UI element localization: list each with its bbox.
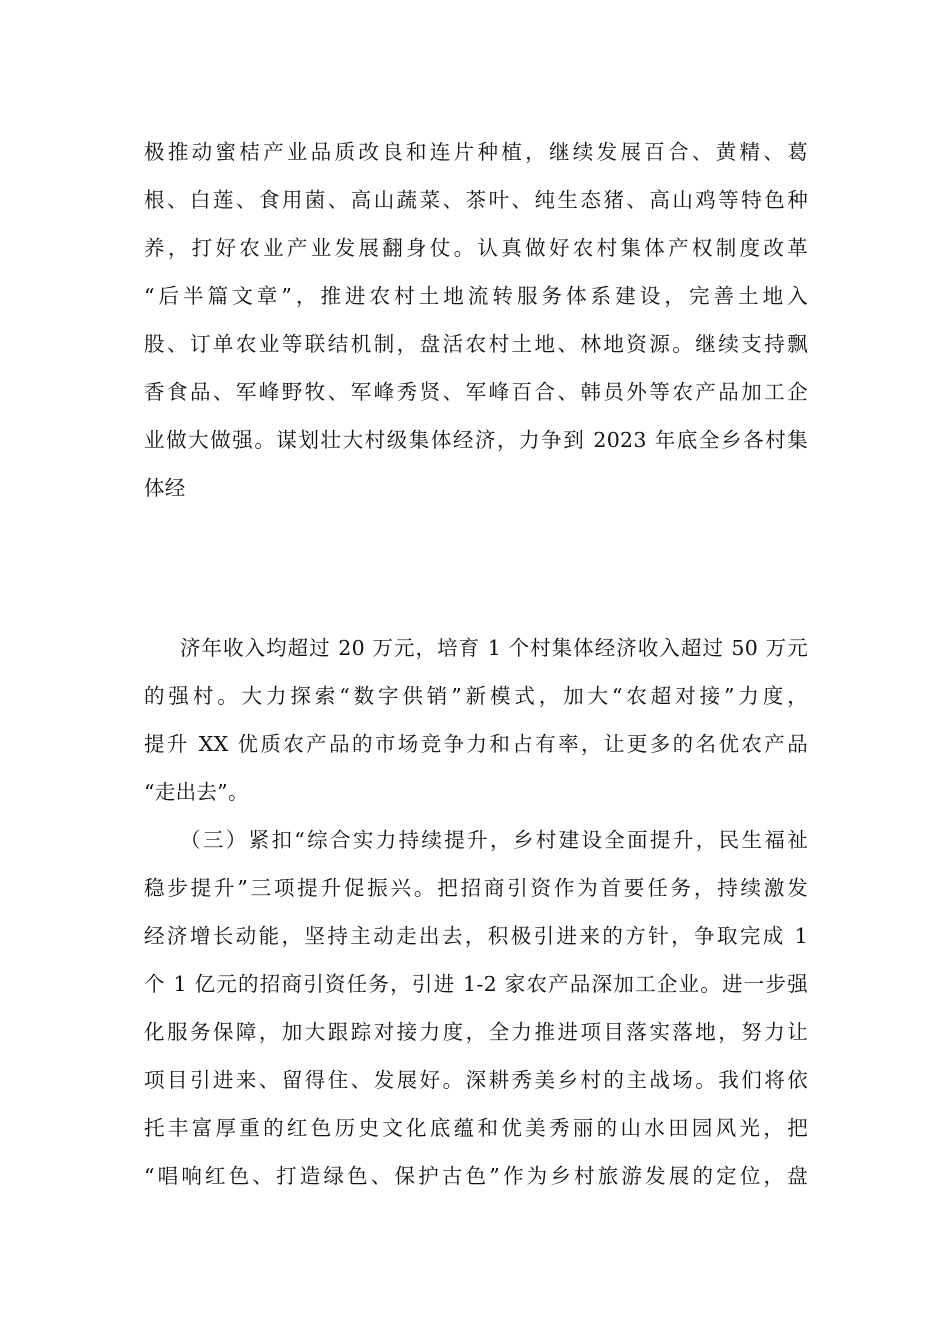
paragraph-rural-economy bbox=[144, 624, 808, 816]
paragraph-section-three bbox=[144, 816, 808, 1200]
text-line: 经济增长动能，坚持主动走出去，积极引进来的方针，争取完成 1 bbox=[144, 924, 808, 948]
text-line: 根、白莲、食用菌、高山蔬菜、茶叶、纯生态猪、高山鸡等特色种 bbox=[144, 188, 808, 212]
text-line: 个 1 亿元的招商引资任务，引进 1-2 家农产品深加工企业。进一步强 bbox=[144, 972, 808, 996]
text-line: 香食品、军峰野牧、军峰秀贤、军峰百合、韩员外等农产品加工企 bbox=[144, 380, 808, 404]
text-line: 稳步提升”三项提升促振兴。把招商引资作为首要任务，持续激发 bbox=[144, 876, 808, 900]
text-line: （三）紧扣“综合实力持续提升，乡村建设全面提升，民生福祉 bbox=[180, 828, 808, 852]
text-line: 业做大做强。谋划壮大村级集体经济，力争到 2023 年底全乡各村集 bbox=[144, 428, 808, 452]
text-line: 养，打好农业产业发展翻身仗。认真做好农村集体产权制度改革 bbox=[144, 236, 808, 260]
text-line: “唱响红色、打造绿色、保护古色”作为乡村旅游发展的定位，盘 bbox=[144, 1164, 808, 1188]
text-line: 托丰富厚重的红色历史文化底蕴和优美秀丽的山水田园风光，把 bbox=[144, 1116, 808, 1140]
text-line: “走出去”。 bbox=[144, 780, 249, 804]
text-line: 极推动蜜桔产业品质改良和连片种植，继续发展百合、黄精、葛 bbox=[144, 140, 808, 164]
text-line: 的强村。大力探索“数字供销”新模式，加大“农超对接”力度， bbox=[144, 684, 808, 708]
text-line: 济年收入均超过 20 万元，培育 1 个村集体经济收入超过 50 万元 bbox=[180, 636, 808, 660]
text-line: 股、订单农业等联结机制，盘活农村土地、林地资源。继续支持飘 bbox=[144, 332, 808, 356]
text-line: 化服务保障，加大跟踪对接力度，全力推进项目落实落地，努力让 bbox=[144, 1020, 808, 1044]
text-line: 项目引进来、留得住、发展好。深耕秀美乡村的主战场。我们将依 bbox=[144, 1068, 808, 1092]
paragraph-continued bbox=[144, 128, 808, 512]
text-line: “后半篇文章”，推进农村土地流转服务体系建设，完善土地入 bbox=[144, 284, 808, 308]
text-line: 体经 bbox=[144, 476, 186, 500]
text-line: 提升 XX 优质农产品的市场竞争力和占有率，让更多的名优农产品 bbox=[144, 732, 808, 756]
